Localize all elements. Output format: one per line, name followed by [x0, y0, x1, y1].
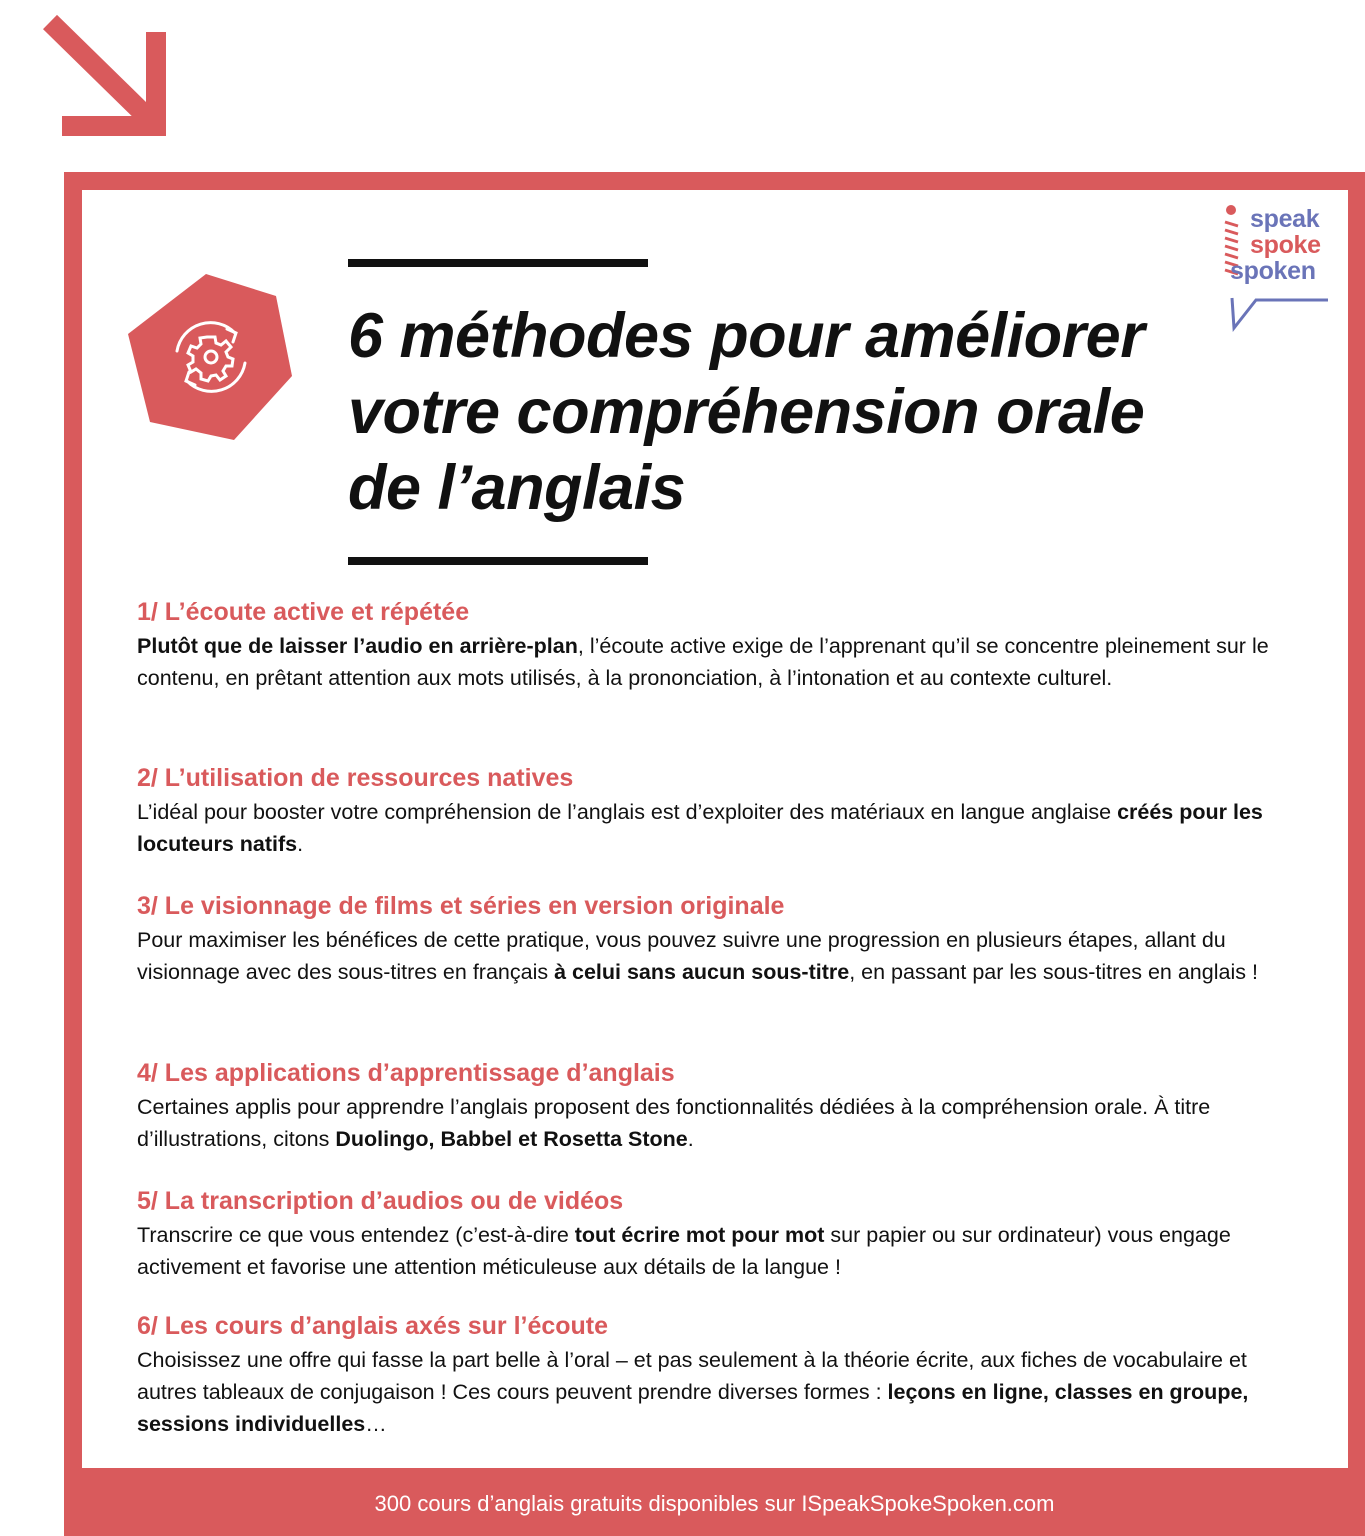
method-2-text-part: L’idéal pour booster votre compréhension de l’anglais est d’exploiter des matériaux en langue anglaise	[137, 800, 1118, 824]
title-line-3: de l’anglais	[348, 453, 686, 523]
method-2-text	[137, 796, 1287, 860]
method-5-text-bold: tout écrire mot pour mot	[574, 1223, 825, 1247]
method-1-text-part: , l’écoute active exige de l’apprenant qu’il se concentre pleinement sur le contenu, en prêtant attention aux mots utilisés, à la prononciation, à l’intonation et au contexte culturel.	[137, 634, 1269, 690]
method-1-heading: 1/ L’écoute active et répétée	[137, 598, 470, 626]
method-6-text-end: …	[365, 1412, 387, 1436]
method-5-text	[137, 1219, 1287, 1283]
method-2-heading: 2/ L’utilisation de ressources natives	[137, 764, 574, 792]
method-3-text	[137, 924, 1287, 988]
method-6	[137, 1310, 1287, 1440]
method-1-text	[137, 630, 1287, 694]
method-4-text-part: Certaines applis pour apprendre l’anglais proposent des fonctionnalités dédiées à la compréhension orale. À titre d’illustrations, citons	[137, 1095, 1211, 1151]
method-5-heading: 5/ La transcription d’audios ou de vidéos	[137, 1187, 624, 1215]
method-3-text-part: Pour maximiser les bénéfices de cette pratique, vous pouvez suivre une progression en plusieurs étapes, allant du visionnage avec des sous-titres en français	[137, 928, 1226, 984]
footer-link[interactable]: 300 cours d’anglais gratuits disponibles sur ISpeakSpokeSpoken.com	[374, 1491, 1055, 1516]
method-1	[137, 596, 1287, 694]
arrow-down-right-icon	[40, 12, 170, 138]
title-rule-top	[348, 259, 648, 267]
method-3	[137, 890, 1287, 988]
method-4-heading: 4/ Les applications d’apprentissage d’anglais	[137, 1059, 675, 1087]
logo-word-spoke: spoke	[1250, 231, 1321, 259]
logo-word-speak: speak	[1250, 205, 1320, 233]
method-4	[137, 1057, 1287, 1155]
method-6-text-bold: leçons en ligne, classes en groupe, sessions individuelles	[137, 1380, 1249, 1436]
method-5-text-end: sur papier ou sur ordinateur) vous engage activement et favorise une attention méticuleuse aux détails de la langue !	[137, 1223, 1231, 1279]
method-5	[137, 1185, 1287, 1283]
method-4-text-bold: Duolingo, Babbel et Rosetta Stone	[335, 1127, 688, 1151]
method-2-text-bold: créés pour les locuteurs natifs	[137, 800, 1263, 856]
method-4-text	[137, 1091, 1287, 1155]
title-line-1: 6 méthodes pour améliorer	[348, 301, 1145, 371]
method-3-text-bold: à celui sans aucun sous-titre	[554, 960, 850, 984]
method-5-text-part: Transcrire ce que vous entendez (c’est-à-dire	[137, 1223, 575, 1247]
method-3-heading: 3/ Le visionnage de films et séries en version originale	[137, 892, 785, 920]
title-line-2: votre compréhension orale	[348, 377, 1145, 447]
method-2-text-end: .	[297, 832, 304, 856]
method-2	[137, 762, 1287, 860]
method-4-text-end: .	[687, 1127, 694, 1151]
method-3-text-end: , en passant par les sous-titres en anglais !	[849, 960, 1258, 984]
logo-word-spoken: spoken	[1230, 257, 1316, 285]
title-rule-bottom	[348, 557, 648, 565]
method-6-heading: 6/ Les cours d’anglais axés sur l’écoute	[137, 1312, 609, 1340]
method-6-text-part: Choisissez une offre qui fasse la part belle à l’oral – et pas seulement à la théorie écrite, aux fiches de vocabulaire et autres tableaux de conjugaison ! Ces cours peuvent prendre diverses formes :	[137, 1348, 1247, 1404]
method-1-text-bold: Plutôt que de laisser l’audio en arrière-plan	[137, 634, 578, 658]
page-title	[348, 298, 1248, 526]
gear-refresh-icon	[126, 272, 294, 444]
method-6-text	[137, 1344, 1287, 1440]
